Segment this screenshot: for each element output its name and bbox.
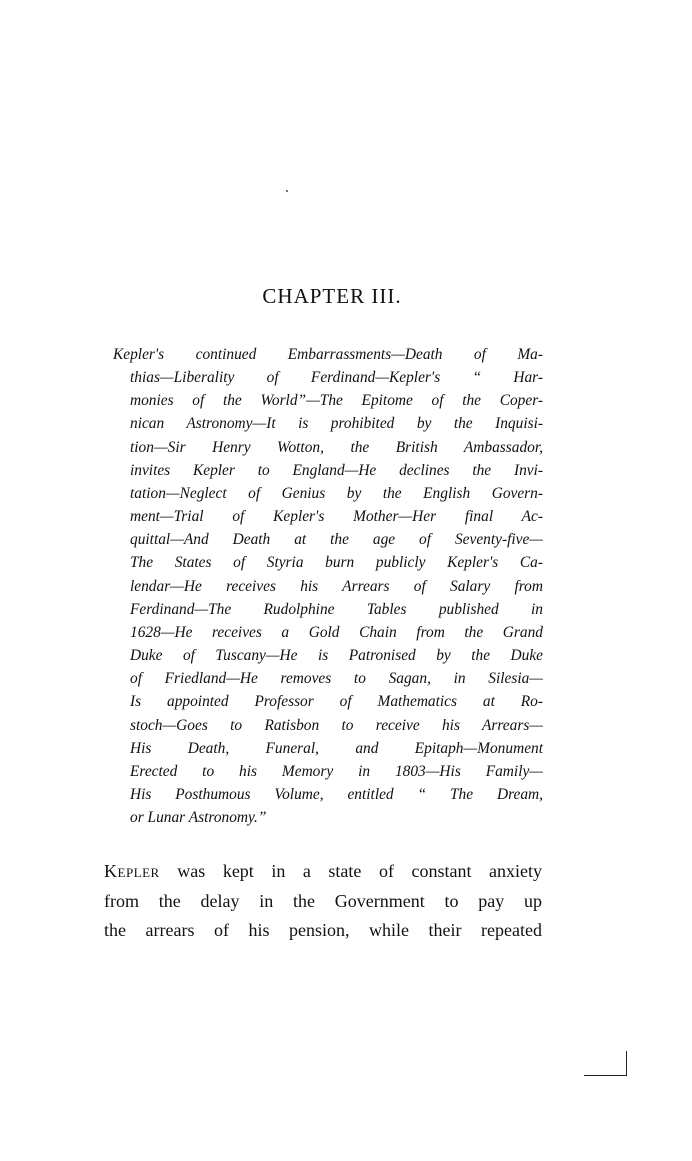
summary-line: tion—Sir Henry Wotton, the British Ambassador, [130, 438, 543, 456]
body-paragraph [104, 857, 542, 946]
body-line: the arrears of his pension, while their repeated [104, 920, 542, 940]
summary-line: ment—Trial of Kepler's Mother—Her final Ac- [130, 508, 543, 526]
summary-line: of Friedland—He removes to Sagan, in Silesia— [130, 670, 543, 688]
chapter-heading: CHAPTER III. [262, 284, 402, 308]
summary-line: lendar—He receives his Arrears of Salary from [130, 577, 543, 595]
summary-line: Duke of Tuscany—He is Patronised by the Duke [130, 647, 543, 665]
summary-line: nican Astronomy—It is prohibited by the Inquisi- [130, 415, 543, 433]
summary-line: Ferdinand—The Rudolphine Tables published in [130, 600, 543, 618]
summary-line: tation—Neglect of Genius by the English Govern- [130, 484, 543, 502]
chapter-summary [113, 343, 543, 829]
body-line [104, 857, 542, 887]
summary-line: invites Kepler to England—He declines the Invi- [130, 461, 543, 479]
summary-line: monies of the World”—The Epitome of the Coper- [130, 392, 543, 410]
summary-line: 1628—He receives a Gold Chain from the Grand [130, 623, 543, 641]
page-corner-mark [584, 1051, 627, 1076]
summary-line: stoch—Goes to Ratisbon to receive his Arrears— [130, 716, 543, 734]
summary-line: or Lunar Astronomy.” [130, 809, 267, 827]
summary-line: Is appointed Professor of Mathematics at Ro- [130, 693, 543, 711]
summary-line: Kepler's continued Embarrassments—Death of Ma- [113, 346, 543, 363]
summary-line: Erected to his Memory in 1803—His Family— [130, 762, 543, 780]
summary-line: quittal—And Death at the age of Seventy-five— [130, 531, 543, 549]
summary-line: His Posthumous Volume, entitled “ The Dream, [130, 785, 543, 803]
summary-line: The States of Styria burn publicly Kepler's Ca- [130, 554, 543, 572]
summary-line: thias—Liberality of Ferdinand—Kepler's “ Har- [130, 369, 543, 387]
body-line: from the delay in the Government to pay up [104, 890, 542, 911]
summary-line: His Death, Funeral, and Epitaph—Monument [130, 739, 543, 757]
first-line-text: was kept in a state of constant anxiety [159, 861, 542, 881]
page-speck [286, 190, 288, 192]
lead-word: Kepler [104, 861, 160, 881]
